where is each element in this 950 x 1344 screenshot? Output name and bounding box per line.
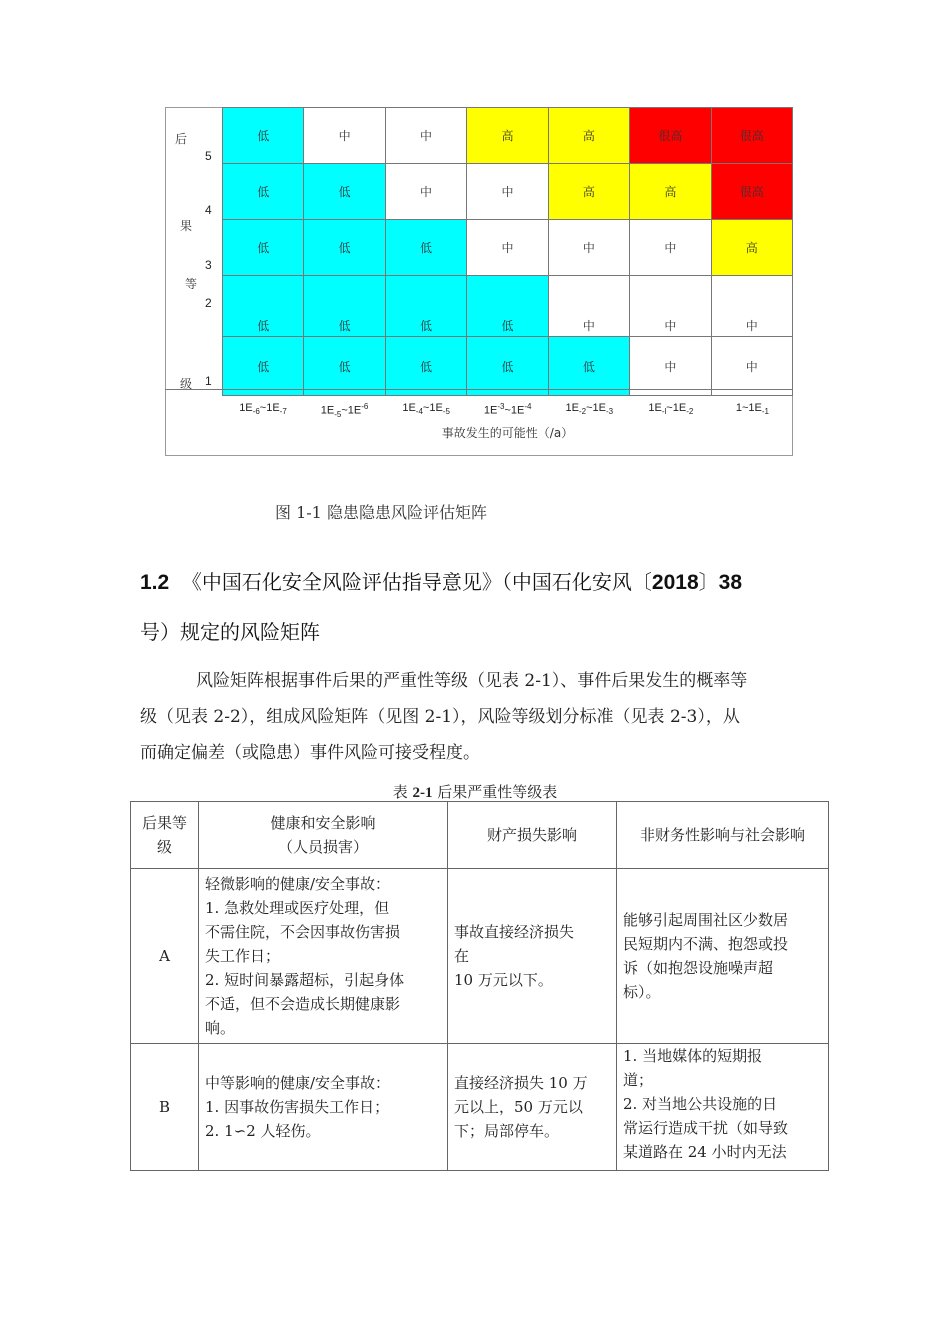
matrix-cell: 低 bbox=[467, 276, 548, 337]
matrix-cell: 高 bbox=[548, 108, 629, 164]
matrix-cell: 低 bbox=[223, 164, 304, 220]
y-label-char: 级 bbox=[180, 377, 193, 391]
header-level: 后果等 级 bbox=[131, 802, 199, 869]
row-social: 能够引起周围社区少数居 民短期内不满、抱怨或投 诉（如抱怨设施噪声超 标）。 bbox=[617, 869, 829, 1044]
x-tick-label: $1E_{-5}\sim 1E^{-6}$ bbox=[320, 402, 369, 419]
row-level: A bbox=[131, 869, 199, 1044]
matrix-cell: 中 bbox=[711, 276, 792, 337]
x-tick-label: $1E_{-6}\sim 1E_{-7}$ bbox=[239, 402, 287, 417]
matrix-cell: 低 bbox=[223, 337, 304, 396]
matrix-cell: 中 bbox=[548, 276, 629, 337]
header-health: 健康和安全影响 （人员损害） bbox=[199, 802, 448, 869]
paragraph-line: 风险矩阵根据事件后果的严重性等级（见表 2-1）、事件后果发生的概率等 bbox=[196, 671, 748, 691]
matrix-cell: 很高 bbox=[711, 164, 792, 220]
matrix-cell: 低 bbox=[304, 164, 385, 220]
matrix-cell: 低 bbox=[223, 220, 304, 276]
severity-table bbox=[130, 801, 829, 1171]
y-level-2: 2 bbox=[205, 296, 212, 310]
matrix-cell: 中 bbox=[304, 108, 385, 164]
matrix-cell: 低 bbox=[385, 276, 466, 337]
matrix-cell: 高 bbox=[467, 108, 548, 164]
matrix-cell: 中 bbox=[385, 108, 466, 164]
risk-matrix-grid bbox=[222, 107, 793, 390]
matrix-cell: 中 bbox=[467, 220, 548, 276]
y-label-char: 后 bbox=[175, 132, 188, 146]
matrix-cell: 低 bbox=[304, 337, 385, 396]
matrix-cell: 中 bbox=[548, 220, 629, 276]
y-level-5: 5 bbox=[205, 149, 212, 163]
section-title-line1: 《中国石化安全风险评估指导意见》（中国石化安风〔 bbox=[181, 570, 652, 594]
matrix-cell: 高 bbox=[548, 164, 629, 220]
row-level: B bbox=[131, 1044, 199, 1171]
matrix-cell: 低 bbox=[467, 337, 548, 396]
axis-separator bbox=[165, 389, 793, 390]
x-tick-label: $1E_{-2}\sim 1E_{-3}$ bbox=[565, 402, 614, 417]
row-health: 轻微影响的健康/安全事故： 1. 急救处理或医疗处理，但 不需住院，不会因事故伤害损 失工作日； 2. 短时间暴露超标，引起身体 不适，但不会造成长期健康影 响。 bbox=[199, 869, 448, 1044]
matrix-row-1 bbox=[223, 337, 793, 396]
header-property: 财产损失影响 bbox=[448, 802, 617, 869]
row-health: 中等影响的健康/安全事故： 1. 因事故伤害损失工作日； 2. 1∽2 人轻伤。 bbox=[199, 1044, 448, 1171]
y-level-4: 4 bbox=[205, 203, 212, 217]
matrix-cell: 低 bbox=[304, 276, 385, 337]
paragraph-line: 而确定偏差（或隐患）事件风险可接受程度。 bbox=[140, 743, 480, 763]
body-paragraph bbox=[140, 663, 830, 771]
table-row bbox=[131, 869, 829, 1044]
y-label-char: 等 bbox=[185, 277, 198, 291]
header-social: 非财务性影响与社会影响 bbox=[617, 802, 829, 869]
table-row bbox=[131, 1044, 829, 1171]
section-heading-line2: 号）规定的风险矩阵 bbox=[140, 620, 320, 644]
row-property: 直接经济损失 10 万 元以上，50 万元以 下；局部停车。 bbox=[448, 1044, 617, 1171]
paragraph-line: 级（见表 2-2），组成风险矩阵（见图 2-1），风险等级划分标准（见表 2-3），从 bbox=[140, 707, 740, 727]
matrix-cell: 低 bbox=[304, 220, 385, 276]
x-tick-label: $1\sim 1E_{-1}$ bbox=[735, 402, 769, 417]
matrix-row-5 bbox=[223, 108, 793, 164]
matrix-cell: 很高 bbox=[630, 108, 711, 164]
y-level-3: 3 bbox=[205, 258, 212, 272]
matrix-cell: 中 bbox=[467, 164, 548, 220]
matrix-row-2 bbox=[223, 276, 793, 337]
matrix-cell: 低 bbox=[223, 108, 304, 164]
matrix-cell: 中 bbox=[711, 337, 792, 396]
matrix-cell: 低 bbox=[385, 220, 466, 276]
matrix-cell: 低 bbox=[548, 337, 629, 396]
matrix-cell: 低 bbox=[385, 337, 466, 396]
matrix-cell: 中 bbox=[630, 220, 711, 276]
matrix-cell: 高 bbox=[630, 164, 711, 220]
matrix-cell: 很高 bbox=[711, 108, 792, 164]
table-header-row bbox=[131, 802, 829, 869]
matrix-cell: 低 bbox=[223, 276, 304, 337]
x-axis-label: 事故发生的可能性（/a） bbox=[441, 426, 574, 440]
x-tick-label: $1E^{-3}\sim 1E^{-4}$ bbox=[483, 402, 532, 417]
matrix-cell: 中 bbox=[630, 337, 711, 396]
figure-caption: 图 1-1 隐患隐患风险评估矩阵 bbox=[275, 503, 487, 522]
table-caption: 表 2-1 后果严重性等级表 bbox=[392, 783, 558, 801]
section-number: 1.2 bbox=[140, 571, 170, 594]
x-tick-label: $1E_{-4}\sim 1E_{-5}$ bbox=[402, 402, 450, 417]
section-year: 2018 bbox=[651, 571, 699, 594]
matrix-cell: 中 bbox=[385, 164, 466, 220]
section-doc-no: 38 bbox=[718, 571, 742, 594]
matrix-row-4 bbox=[223, 164, 793, 220]
matrix-row-3 bbox=[223, 220, 793, 276]
section-heading bbox=[140, 568, 830, 597]
y-label-char: 果 bbox=[180, 219, 193, 233]
row-social: 1. 当地媒体的短期报 道； 2. 对当地公共设施的日 常运行造成干扰（如导致 某道路在 24 小时内无法 bbox=[617, 1044, 829, 1171]
section-title-mid: 〕 bbox=[698, 570, 719, 594]
matrix-cell: 中 bbox=[630, 276, 711, 337]
row-property: 事故直接经济损失 在 10 万元以下。 bbox=[448, 869, 617, 1044]
y-level-1: 1 bbox=[205, 374, 212, 388]
x-tick-label: $1E_{-l}\sim 1E_{-2}$ bbox=[648, 402, 694, 417]
matrix-cell: 高 bbox=[711, 220, 792, 276]
